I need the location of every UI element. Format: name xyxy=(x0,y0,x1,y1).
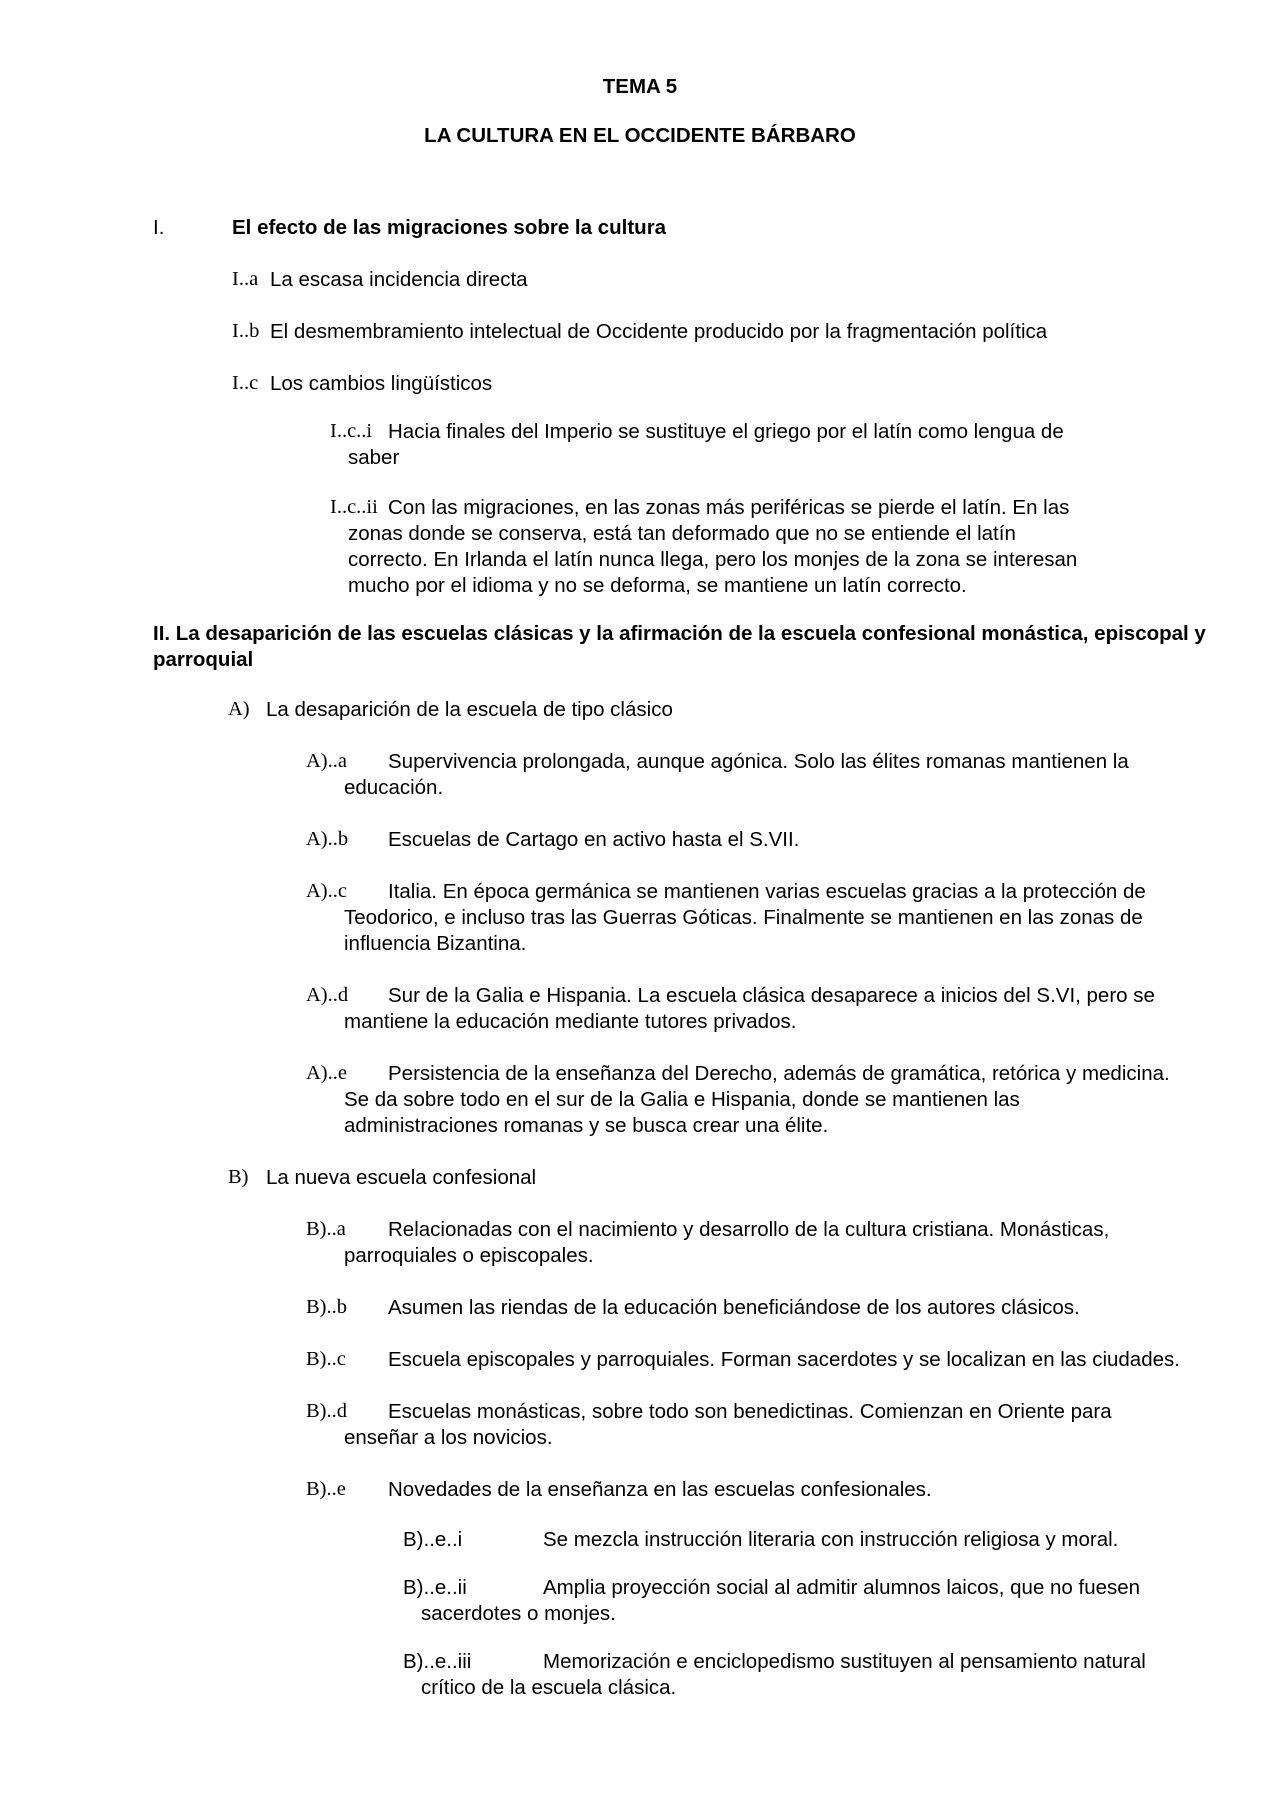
sublist-item-line: zonas donde se conserva, está tan deformado que no se entiende el latín xyxy=(348,522,1016,545)
list-item-text: La escasa incidencia directa xyxy=(270,268,528,291)
list-item-line: Persistencia de la enseñanza del Derecho, además de gramática, retórica y medicina. xyxy=(388,1062,1170,1085)
sublist-item-line: Memorización e enciclopedismo sustituyen al pensamiento natural xyxy=(543,1650,1146,1673)
sublist-item-line: correcto. En Irlanda el latín nunca llega, pero los monjes de la zona se interesan xyxy=(348,548,1078,571)
subsection-b-marker: B) xyxy=(228,1166,249,1188)
list-item-marker: I..b xyxy=(232,320,260,342)
sublist-item-marker: I..c..ii xyxy=(330,496,378,518)
sublist-item-line: mucho por el idioma y no se deforma, se mantiene un latín correcto. xyxy=(348,574,967,597)
list-item-marker: A)..b xyxy=(306,828,349,850)
list-item-line: Asumen las riendas de la educación beneficiándose de los autores clásicos. xyxy=(388,1296,1080,1319)
list-item-marker: A)..c xyxy=(306,880,347,902)
sublist-item-line: Con las migraciones, en las zonas más periféricas se pierde el latín. En las xyxy=(388,496,1070,519)
sublist-item-marker: I..c..i xyxy=(330,420,373,442)
sublist-item-marker: B)..e..iii xyxy=(403,1650,472,1673)
list-item-line: mantiene la educación mediante tutores privados. xyxy=(344,1010,797,1033)
list-item-marker: A)..d xyxy=(306,984,349,1006)
sublist-item-marker: B)..e..ii xyxy=(403,1576,467,1599)
list-item-marker: B)..a xyxy=(306,1218,346,1240)
sublist-item-line: sacerdotes o monjes. xyxy=(421,1602,616,1625)
list-item-line: Novedades de la enseñanza en las escuelas confesionales. xyxy=(388,1478,932,1501)
sublist-item-marker: B)..e..i xyxy=(403,1528,463,1551)
list-item-marker: A)..a xyxy=(306,750,347,772)
section-1-heading: El efecto de las migraciones sobre la cultura xyxy=(232,216,667,239)
section-2-heading-line: II. La desaparición de las escuelas clásicas y la afirmación de la escuela confesional monástica, episcopal y xyxy=(153,622,1206,645)
list-item-line: educación. xyxy=(344,776,444,799)
list-item-marker: I..c xyxy=(232,372,259,394)
list-item-marker: B)..b xyxy=(306,1296,347,1318)
list-item-text: Los cambios lingüísticos xyxy=(270,372,493,395)
list-item-line: Se da sobre todo en el sur de la Galia e Hispania, donde se mantienen las xyxy=(344,1088,1020,1111)
section-1-number: I. xyxy=(153,216,165,239)
list-item-line: administraciones romanas y se busca crear una élite. xyxy=(344,1114,829,1137)
list-item-marker: B)..d xyxy=(306,1400,347,1422)
sublist-item-line: Amplia proyección social al admitir alumnos laicos, que no fuesen xyxy=(543,1576,1141,1599)
list-item-line: Italia. En época germánica se mantienen varias escuelas gracias a la protección de xyxy=(388,880,1146,903)
list-item-line: Sur de la Galia e Hispania. La escuela clásica desaparece a inicios del S.VI, pero se xyxy=(388,984,1155,1007)
subsection-b-title: La nueva escuela confesional xyxy=(266,1166,537,1189)
list-item-line: Escuelas de Cartago en activo hasta el S.VII. xyxy=(388,828,800,851)
list-item-line: parroquiales o episcopales. xyxy=(344,1244,594,1267)
sublist-item-line: saber xyxy=(348,446,400,469)
list-item-line: Relacionadas con el nacimiento y desarrollo de la cultura cristiana. Monásticas, xyxy=(388,1218,1110,1241)
list-item-line: Teodorico, e incluso tras las Guerras Góticas. Finalmente se mantienen en las zonas de xyxy=(344,906,1143,929)
sublist-item-line: crítico de la escuela clásica. xyxy=(421,1676,677,1699)
subsection-a-marker: A) xyxy=(228,698,250,720)
section-2-heading-line: parroquial xyxy=(153,648,254,671)
list-item-marker: I..a xyxy=(232,268,259,290)
list-item-marker: B)..c xyxy=(306,1348,346,1370)
list-item-text: El desmembramiento intelectual de Occidente producido por la fragmentación política xyxy=(270,320,1048,343)
list-item-marker: B)..e xyxy=(306,1478,346,1500)
page-title: TEMA 5 xyxy=(602,75,678,98)
list-item-line: Supervivencia prolongada, aunque agónica. Solo las élites romanas mantienen la xyxy=(388,750,1129,773)
list-item-line: enseñar a los novicios. xyxy=(344,1426,553,1449)
subsection-a-title: La desaparición de la escuela de tipo clásico xyxy=(266,698,673,721)
sublist-item-line: Hacia finales del Imperio se sustituye el griego por el latín como lengua de xyxy=(388,420,1064,443)
page-subtitle: LA CULTURA EN EL OCCIDENTE BÁRBARO xyxy=(424,124,856,147)
sublist-item-line: Se mezcla instrucción literaria con instrucción religiosa y moral. xyxy=(543,1528,1119,1551)
list-item-line: Escuela episcopales y parroquiales. Forman sacerdotes y se localizan en las ciudades. xyxy=(388,1348,1180,1371)
list-item-line: Escuelas monásticas, sobre todo son benedictinas. Comienzan en Oriente para xyxy=(388,1400,1112,1423)
list-item-marker: A)..e xyxy=(306,1062,347,1084)
list-item-line: influencia Bizantina. xyxy=(344,932,527,955)
